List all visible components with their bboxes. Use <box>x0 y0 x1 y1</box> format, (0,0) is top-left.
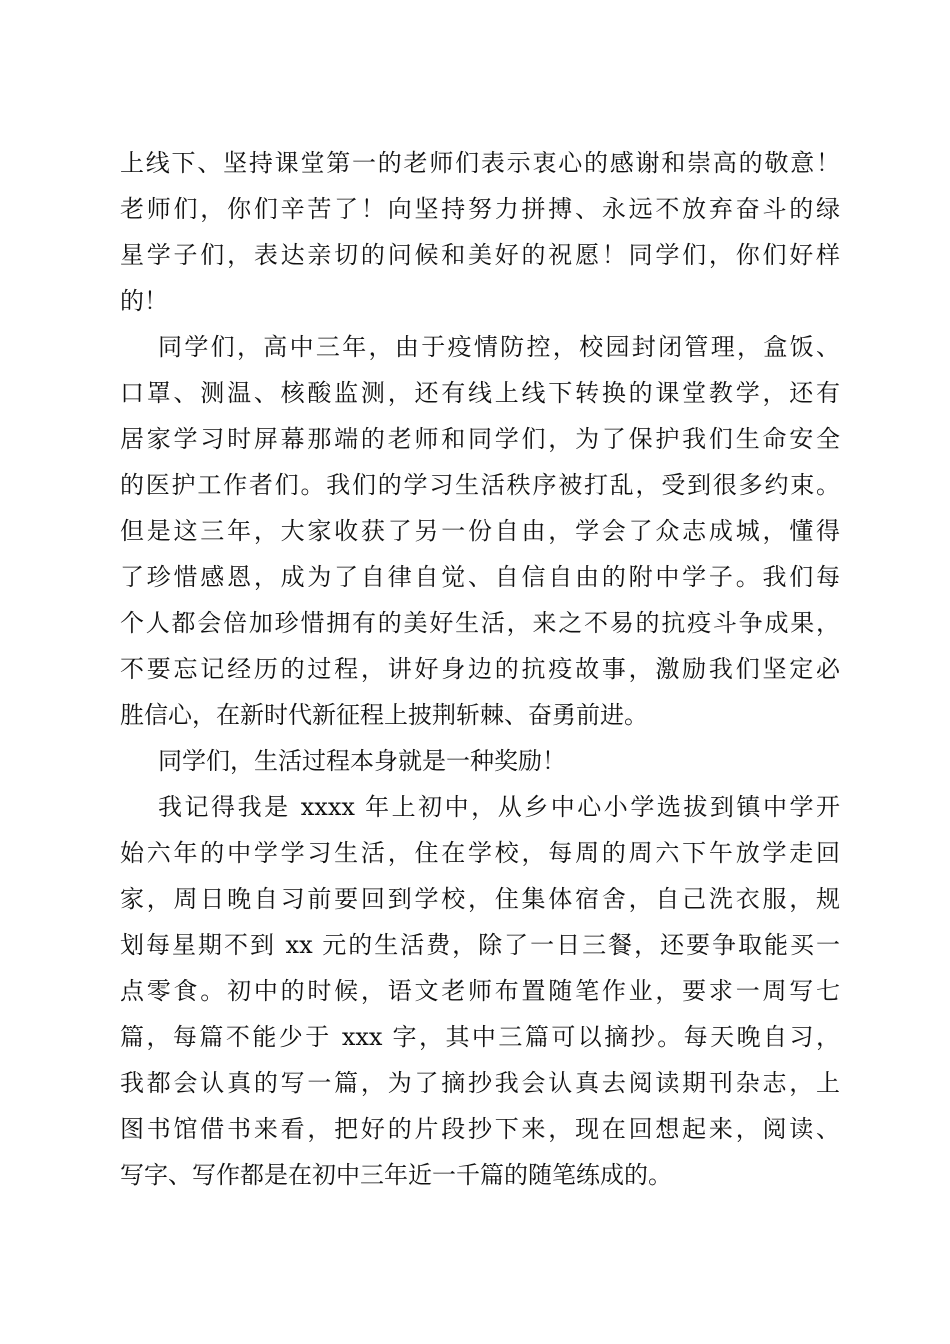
paragraph-start-line: 同学们，高中三年，由于疫情防控，校园封闭管理，盒饭、 <box>158 333 840 361</box>
paragraph-start-line: 我记得我是 xxxx 年上初中，从乡中心小学选拔到镇中学开 <box>158 793 840 821</box>
text-line: 图书馆借书来看，把好的片段抄下来，现在回想起来，阅读、 <box>120 1115 840 1143</box>
text-line: 上线下、坚持课堂第一的老师们表示衷心的感谢和崇高的敬意！ <box>120 149 840 177</box>
text-line: 点零食。初中的时候，语文老师布置随笔作业，要求一周写七 <box>120 977 840 1005</box>
text-line: 但是这三年，大家收获了另一份自由，学会了众志成城，懂得 <box>120 517 840 545</box>
text-line: 篇，每篇不能少于 xxx 字，其中三篇可以摘抄。每天晚自习， <box>120 1023 840 1051</box>
text-line: 始六年的中学学习生活，住在学校，每周的周六下午放学走回 <box>120 839 840 867</box>
text-line: 划每星期不到 xx 元的生活费，除了一日三餐，还要争取能买一 <box>120 931 840 959</box>
text-line: 的医护工作者们。我们的学习生活秩序被打乱，受到很多约束。 <box>120 471 840 499</box>
text-line: 口罩、测温、核酸监测，还有线上线下转换的课堂教学，还有 <box>120 379 840 407</box>
text-line: 的！ <box>120 287 168 315</box>
paragraph-start-line: 同学们，生活过程本身就是一种奖励！ <box>158 747 566 775</box>
text-line: 老师们，你们辛苦了！向坚持努力拼搏、永远不放弃奋斗的绿 <box>120 195 840 223</box>
text-line: 胜信心，在新时代新征程上披荆斩棘、奋勇前进。 <box>120 701 648 729</box>
text-line: 不要忘记经历的过程，讲好身边的抗疫故事，激励我们坚定必 <box>120 655 840 683</box>
text-line: 写字、写作都是在初中三年近一千篇的随笔练成的。 <box>120 1161 672 1189</box>
text-line: 居家学习时屏幕那端的老师和同学们，为了保护我们生命安全 <box>120 425 840 453</box>
text-line: 了珍惜感恩，成为了自律自觉、自信自由的附中学子。我们每 <box>120 563 840 591</box>
text-line: 家，周日晚自习前要回到学校，住集体宿舍，自己洗衣服，规 <box>120 885 840 913</box>
text-line: 我都会认真的写一篇，为了摘抄我会认真去阅读期刊杂志，上 <box>120 1069 840 1097</box>
body-text <box>120 140 840 1198</box>
text-line: 个人都会倍加珍惜拥有的美好生活，来之不易的抗疫斗争成果， <box>120 609 840 637</box>
text-line: 星学子们，表达亲切的问候和美好的祝愿！同学们，你们好样 <box>120 241 840 269</box>
